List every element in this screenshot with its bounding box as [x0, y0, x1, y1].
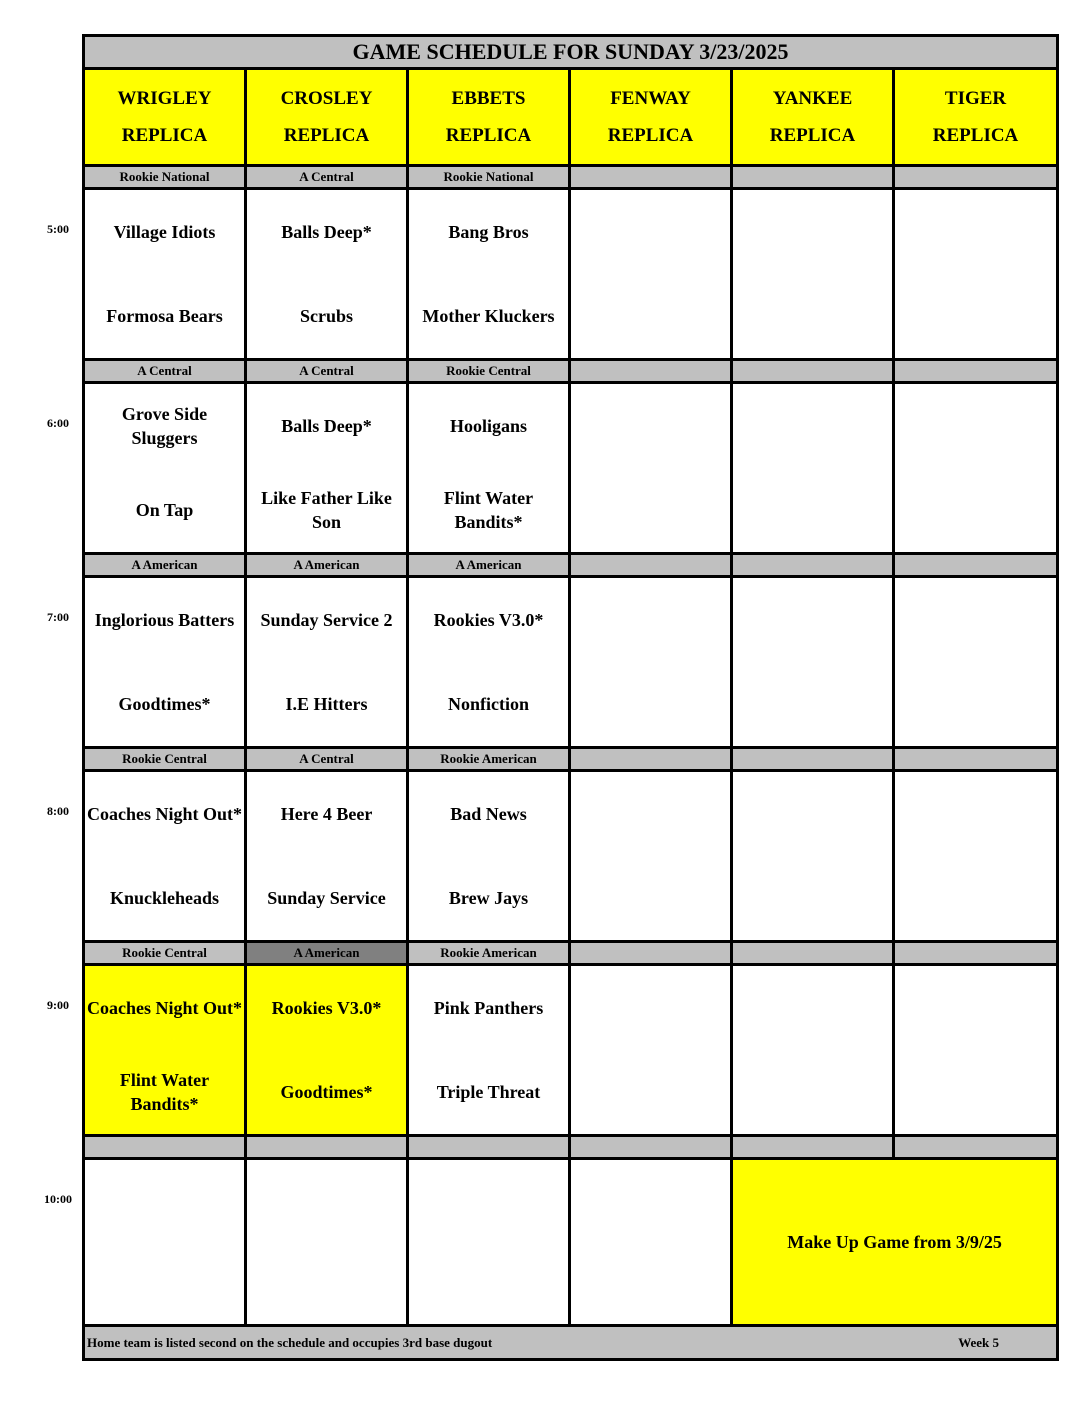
away-team	[571, 190, 730, 274]
game-cell	[570, 189, 732, 360]
time-label: 10:00	[44, 1192, 72, 1206]
field-subtitle: REPLICA	[121, 125, 208, 146]
division-label	[570, 166, 732, 189]
home-team: Scrubs	[299, 306, 353, 326]
field-name: YANKEE	[772, 88, 853, 109]
away-team	[895, 966, 1056, 1050]
game-cell	[84, 771, 246, 942]
away-team	[733, 578, 892, 662]
away-team	[571, 578, 730, 662]
game-cell	[732, 577, 894, 748]
field-header	[408, 69, 570, 166]
field-header	[570, 69, 732, 166]
division-label: Rookie Central	[84, 942, 246, 965]
schedule-sheet	[82, 34, 1056, 1361]
field-header-row	[84, 69, 1058, 166]
away-team: Sunday Service 2	[260, 610, 393, 630]
away-team	[895, 578, 1056, 662]
division-label	[732, 166, 894, 189]
division-label	[570, 942, 732, 965]
game-cell	[246, 577, 408, 748]
away-team: Balls Deep*	[281, 416, 372, 436]
division-label: A Central	[246, 748, 408, 771]
home-team	[733, 1050, 892, 1134]
division-label: Rookie American	[408, 942, 570, 965]
game-cell	[570, 577, 732, 748]
game-cell	[894, 771, 1058, 942]
home-team: Flint Water Bandits*	[119, 1070, 210, 1114]
game-cell	[84, 965, 246, 1136]
home-team	[571, 856, 730, 940]
home-team: Sunday Service	[267, 888, 386, 908]
home-team	[895, 856, 1056, 940]
home-team: Formosa Bears	[106, 306, 223, 326]
field-subtitle: REPLICA	[769, 125, 856, 146]
field-name: TIGER	[944, 88, 1007, 109]
field-header	[732, 69, 894, 166]
division-label	[732, 748, 894, 771]
away-team	[895, 384, 1056, 468]
division-label: Rookie Central	[84, 748, 246, 771]
game-cell	[894, 383, 1058, 554]
home-team: Nonfiction	[448, 694, 529, 714]
page-title: GAME SCHEDULE FOR SUNDAY 3/23/2025	[84, 36, 1058, 69]
division-label: A American	[84, 554, 246, 577]
division-label	[570, 554, 732, 577]
game-cell	[570, 383, 732, 554]
division-label: Rookie National	[84, 166, 246, 189]
time-label: 9:00	[47, 998, 69, 1012]
home-team	[571, 468, 730, 552]
game-cell	[84, 1159, 246, 1326]
division-row	[84, 166, 1058, 189]
game-cell	[732, 771, 894, 942]
game-cell	[246, 1159, 408, 1326]
away-team: Balls Deep*	[281, 222, 372, 242]
away-team: Coaches Night Out*	[87, 804, 243, 824]
home-team: Brew Jays	[448, 888, 529, 908]
field-subtitle: REPLICA	[932, 125, 1019, 146]
game-cell	[732, 965, 894, 1136]
game-cell	[84, 383, 246, 554]
away-team: Hooligans	[449, 416, 528, 436]
field-name: WRIGLEY	[117, 88, 212, 109]
home-team	[733, 856, 892, 940]
away-team: Village Idiots	[113, 222, 216, 242]
footer-cell	[84, 1326, 1058, 1360]
away-team: Here 4 Beer	[280, 804, 373, 824]
away-team	[733, 772, 892, 856]
home-team: Triple Threat	[436, 1082, 541, 1102]
away-team: Pink Panthers	[433, 998, 544, 1018]
game-cell	[732, 189, 894, 360]
home-team	[571, 1050, 730, 1134]
week-label: Week 5	[958, 1334, 1000, 1350]
away-team	[571, 384, 730, 468]
division-label: Rookie National	[408, 166, 570, 189]
home-team: On Tap	[135, 500, 194, 520]
away-team: Rookies V3.0*	[433, 610, 544, 630]
game-row	[84, 771, 1058, 942]
field-header	[246, 69, 408, 166]
division-row	[84, 1136, 1058, 1159]
away-team	[571, 772, 730, 856]
division-label: A Central	[84, 360, 246, 383]
game-cell	[408, 383, 570, 554]
division-label	[732, 1136, 894, 1159]
home-team	[571, 662, 730, 746]
division-label	[894, 1136, 1058, 1159]
division-label	[84, 1136, 246, 1159]
away-team: Inglorious Batters	[94, 610, 235, 630]
game-cell	[732, 383, 894, 554]
field-subtitle: REPLICA	[445, 125, 532, 146]
home-team: Goodtimes*	[118, 694, 211, 714]
game-cell	[408, 965, 570, 1136]
away-team	[733, 384, 892, 468]
time-label: 6:00	[47, 416, 69, 430]
division-label: A American	[246, 554, 408, 577]
division-label	[570, 1136, 732, 1159]
division-label	[894, 942, 1058, 965]
home-team: Flint Water Bandits*	[443, 488, 534, 532]
away-team	[733, 190, 892, 274]
home-team	[571, 274, 730, 358]
game-cell	[894, 577, 1058, 748]
schedule-table	[82, 34, 1059, 1361]
makeup-game-cell: Make Up Game from 3/9/25	[732, 1159, 1058, 1326]
home-team	[895, 274, 1056, 358]
time-label: 5:00	[47, 222, 69, 236]
away-team: Grove Side Sluggers	[121, 404, 208, 448]
away-team	[571, 966, 730, 1050]
game-cell	[84, 577, 246, 748]
division-label: A American	[246, 942, 408, 965]
footer-note: Home team is listed second on the schedule and occupies 3rd base dugout	[87, 1334, 493, 1350]
division-label: Rookie American	[408, 748, 570, 771]
game-cell	[246, 189, 408, 360]
game-cell	[570, 771, 732, 942]
time-label: 8:00	[47, 804, 69, 818]
game-row	[84, 1159, 1058, 1326]
division-label	[570, 748, 732, 771]
home-team	[895, 468, 1056, 552]
division-row	[84, 554, 1058, 577]
division-label	[894, 554, 1058, 577]
game-row	[84, 965, 1058, 1136]
home-team	[895, 662, 1056, 746]
division-label: A Central	[246, 166, 408, 189]
division-label	[894, 748, 1058, 771]
game-row	[84, 577, 1058, 748]
home-team: I.E Hitters	[285, 694, 368, 714]
game-cell	[570, 965, 732, 1136]
division-label: A Central	[246, 360, 408, 383]
division-label	[894, 166, 1058, 189]
game-cell	[894, 965, 1058, 1136]
game-cell	[408, 577, 570, 748]
game-cell	[246, 965, 408, 1136]
game-cell	[570, 1159, 732, 1326]
field-name: EBBETS	[451, 88, 526, 109]
home-team	[895, 1050, 1056, 1134]
footer-row	[84, 1326, 1058, 1360]
field-header	[894, 69, 1058, 166]
division-label	[246, 1136, 408, 1159]
game-cell	[246, 771, 408, 942]
division-label	[894, 360, 1058, 383]
away-team: Coaches Night Out*	[87, 998, 243, 1018]
away-team	[895, 772, 1056, 856]
away-team: Bang Bros	[448, 222, 529, 242]
time-label: 7:00	[47, 610, 69, 624]
field-name: FENWAY	[610, 88, 691, 109]
field-subtitle: REPLICA	[607, 125, 694, 146]
division-label	[732, 360, 894, 383]
away-team: Bad News	[450, 804, 527, 824]
home-team: Goodtimes*	[280, 1082, 373, 1102]
game-cell	[408, 771, 570, 942]
away-team	[733, 966, 892, 1050]
home-team: Mother Kluckers	[422, 306, 555, 326]
division-row	[84, 360, 1058, 383]
home-team: Like Father Like Son	[261, 488, 392, 532]
field-subtitle: REPLICA	[283, 125, 370, 146]
field-header	[84, 69, 246, 166]
division-label	[408, 1136, 570, 1159]
game-cell	[84, 189, 246, 360]
division-label: Rookie Central	[408, 360, 570, 383]
game-cell	[408, 189, 570, 360]
home-team	[733, 274, 892, 358]
game-row	[84, 189, 1058, 360]
field-name: CROSLEY	[280, 88, 373, 109]
away-team	[895, 190, 1056, 274]
division-row	[84, 748, 1058, 771]
home-team	[733, 662, 892, 746]
home-team	[733, 468, 892, 552]
division-label	[732, 942, 894, 965]
game-cell	[894, 189, 1058, 360]
division-row	[84, 942, 1058, 965]
division-label	[732, 554, 894, 577]
game-row	[84, 383, 1058, 554]
division-label: A American	[408, 554, 570, 577]
game-cell	[246, 383, 408, 554]
away-team: Rookies V3.0*	[271, 998, 382, 1018]
home-team: Knuckleheads	[109, 888, 220, 908]
game-cell	[408, 1159, 570, 1326]
division-label	[570, 360, 732, 383]
